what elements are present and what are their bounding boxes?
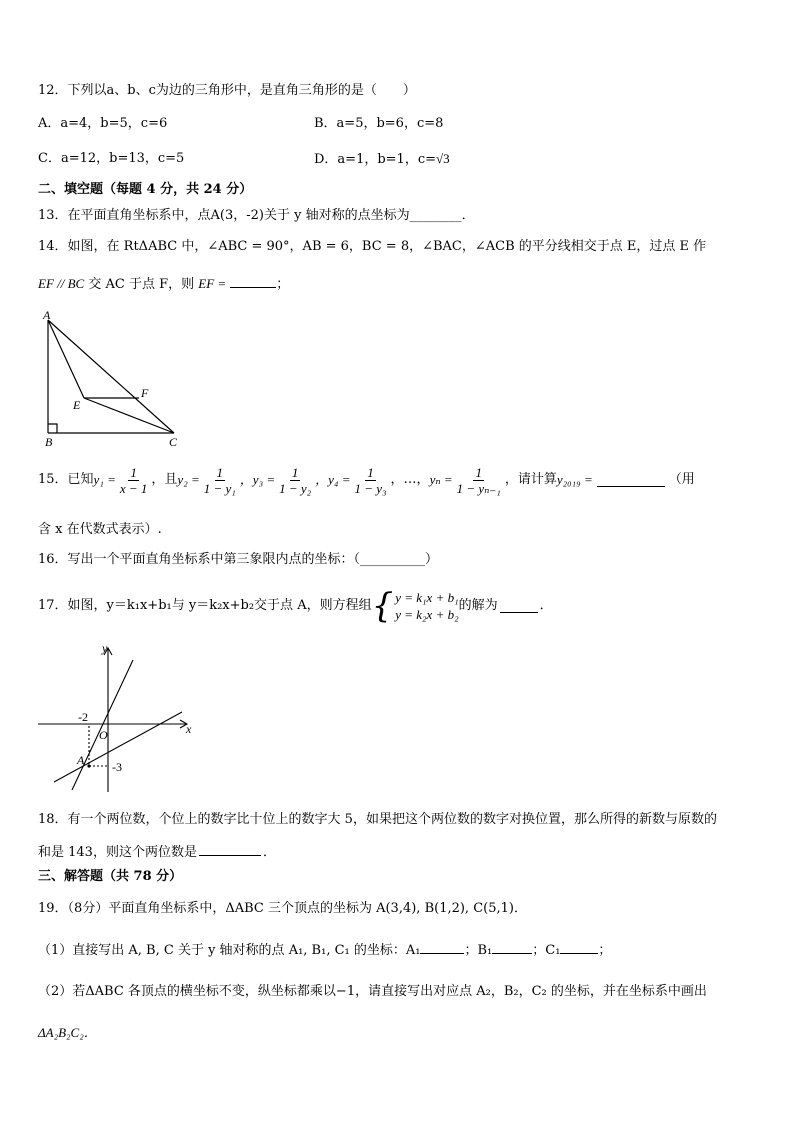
q14-line2-end: ； bbox=[276, 277, 290, 292]
q15-answer-blank bbox=[597, 474, 665, 487]
q17-brace: { bbox=[371, 586, 394, 626]
section-fill-blank-heading: 二、填空题（每题 4 分，共 24 分） bbox=[38, 182, 253, 197]
q15-line2: 含 x 在代数式表示）. bbox=[38, 522, 162, 537]
q17-label-minus2: -2 bbox=[78, 710, 88, 724]
q15-mid1: ，且 bbox=[151, 472, 178, 487]
q15-f3-num: 1 bbox=[291, 464, 299, 480]
q18-line2-text: 和是 143，则这个两位数是 bbox=[38, 845, 197, 860]
q17-line bbox=[38, 586, 553, 626]
q14-line2-middle: 交 AC 于点 F，则 bbox=[84, 277, 199, 292]
q15-f3-den: 1 − y₂ bbox=[279, 480, 312, 496]
q18-line1: 18．有一个两位数，个位上的数字比十位上的数字大 5，如果把这个两位数的数字对换位置，那么所得的新数与原数的 bbox=[38, 812, 717, 827]
q17-text-b: 的解为 bbox=[458, 598, 498, 613]
q15-f4-num: 1 bbox=[367, 464, 374, 480]
q14-label-e: E bbox=[73, 398, 81, 412]
q18-line2-end: ． bbox=[262, 845, 276, 860]
q15-f2-num: 1 bbox=[216, 464, 224, 480]
q15-fraction-1 bbox=[118, 465, 150, 496]
q19-stem: 19．（8分）平面直角坐标系中，ΔABC 三个顶点的坐标为 A(3,4), B(1,2), C(5,1)． bbox=[38, 901, 527, 916]
q14-right-angle-mark bbox=[48, 424, 57, 433]
q19-part1-c: ；C₁ bbox=[532, 943, 561, 958]
q17-label-y: y bbox=[102, 641, 108, 655]
section-answer-heading: 三、解答题（共 78 分） bbox=[38, 869, 183, 884]
q19-c1-blank bbox=[560, 941, 598, 954]
q12-option-b: B．a=5，b=6，c=8 bbox=[314, 116, 444, 131]
q14-label-c: C bbox=[169, 435, 178, 449]
q15-f4-den: 1 − y₃ bbox=[354, 480, 387, 496]
q15-ellipsis: ，…， bbox=[390, 472, 430, 487]
q15-f1-num: 1 bbox=[130, 464, 137, 480]
q17-answer-blank bbox=[500, 600, 538, 613]
q18-line2 bbox=[38, 843, 276, 862]
q15-calc: ，请计算 bbox=[504, 472, 557, 487]
q12-option-d bbox=[314, 150, 450, 169]
q15-f1-den: x − 1 bbox=[119, 480, 148, 496]
q14-line1: 14．如图，在 RtΔABC 中，∠ABC = 90°，AB = 6，BC = 8，∠BAC，∠ACB 的平分线相交于点 E，过点 E 作 bbox=[38, 239, 707, 254]
q17-point-a bbox=[87, 764, 90, 767]
q17-line-1 bbox=[72, 660, 133, 790]
q14-answer-blank bbox=[230, 275, 276, 288]
q19-part2: （2）若ΔABC 各顶点的横坐标不变，纵坐标都乘以−1，请直接写出对应点 A₂，B₂，C₂ 的坐标，并在坐标系中画出 bbox=[38, 984, 707, 999]
q17-label-origin: O bbox=[99, 728, 108, 742]
q19-part1-d: ； bbox=[598, 943, 612, 958]
q19-part1-b: ；B₁ bbox=[464, 943, 493, 958]
q15-fn-num: 1 bbox=[475, 464, 482, 480]
q19-part1-a: （1）直接写出 A, B, C 关于 y 轴对称的点 A₁, B₁, C₁ 的坐标：A₁ bbox=[38, 943, 421, 958]
q12-stem: 12．下列以a、b、c为边的三角形中，是直角三角形的是（ ） bbox=[38, 83, 416, 98]
q14-ef-parallel-bc: EF // BC bbox=[38, 276, 85, 291]
q15-line1 bbox=[38, 462, 695, 498]
q15-y1: y₁ = bbox=[93, 472, 116, 487]
q19-b1-blank bbox=[492, 941, 532, 954]
q15-y4: ，y₄ = bbox=[315, 472, 351, 487]
q19-a1-blank bbox=[420, 941, 464, 954]
q15-prefix: 15．已知 bbox=[38, 472, 94, 487]
q15-yn: yₙ = bbox=[429, 472, 453, 487]
q14-line2 bbox=[38, 275, 289, 294]
q12-option-a: A．a=4，b=5，c=6 bbox=[38, 116, 168, 131]
q15-suffix: （用 bbox=[668, 472, 695, 487]
q17-text-c: ． bbox=[539, 598, 553, 613]
q15-y2019: y₂₀₁₉ = bbox=[556, 472, 593, 487]
q18-answer-blank bbox=[199, 843, 261, 856]
q17-label-x: x bbox=[186, 722, 192, 736]
q15-fraction-4 bbox=[352, 465, 388, 496]
q15-fraction-3 bbox=[277, 465, 313, 496]
q15-fraction-2 bbox=[202, 465, 238, 496]
q19-part1 bbox=[38, 941, 611, 960]
q14-segment-ac bbox=[48, 320, 174, 433]
q17-label-a: A bbox=[77, 753, 85, 767]
q15-fn-den: 1 − yₙ₋₁ bbox=[456, 480, 501, 496]
q17-equation-system bbox=[371, 586, 459, 626]
q14-label-f: F bbox=[141, 386, 149, 400]
q14-segment-ae bbox=[48, 320, 84, 398]
q19-part2-end: ΔA₂B₂C₂． bbox=[38, 1025, 97, 1040]
q17-eq-row1: y = k₁x + b₁ bbox=[395, 590, 459, 605]
q12-option-c: C．a=12，b=13，c=5 bbox=[38, 151, 185, 166]
q13-text: 13．在平面直角坐标系中，点A(3，-2)关于 y 轴对称的点坐标为________． bbox=[38, 208, 475, 223]
q14-label-b: B bbox=[45, 435, 53, 449]
q14-label-a: A bbox=[43, 308, 51, 322]
q15-fraction-n bbox=[455, 465, 503, 496]
q12-option-d-prefix: D．a=1，b=1，c= bbox=[314, 152, 436, 167]
q14-triangle-figure bbox=[36, 308, 186, 450]
q17-text-a: 17．如图，y＝k₁x+b₁与 y＝k₂x+b₂交于点 A，则方程组 bbox=[38, 598, 372, 613]
q15-y3: ，y₃ = bbox=[239, 472, 276, 487]
q17-graph-figure bbox=[36, 640, 198, 798]
q15-y2: y₂ = bbox=[177, 472, 200, 487]
q16-text: 16．写出一个平面直角坐标系中第三象限内点的坐标：（__________） bbox=[38, 552, 439, 567]
q17-label-minus3: -3 bbox=[112, 760, 122, 774]
q17-eq-row2: y = k₂x + b₂ bbox=[395, 607, 459, 622]
q14-segment-ec bbox=[84, 398, 174, 433]
q14-ef-equals: EF = bbox=[198, 276, 227, 291]
q15-f2-den: 1 − y₁ bbox=[203, 480, 236, 496]
q12-option-d-root: √3 bbox=[436, 151, 450, 166]
